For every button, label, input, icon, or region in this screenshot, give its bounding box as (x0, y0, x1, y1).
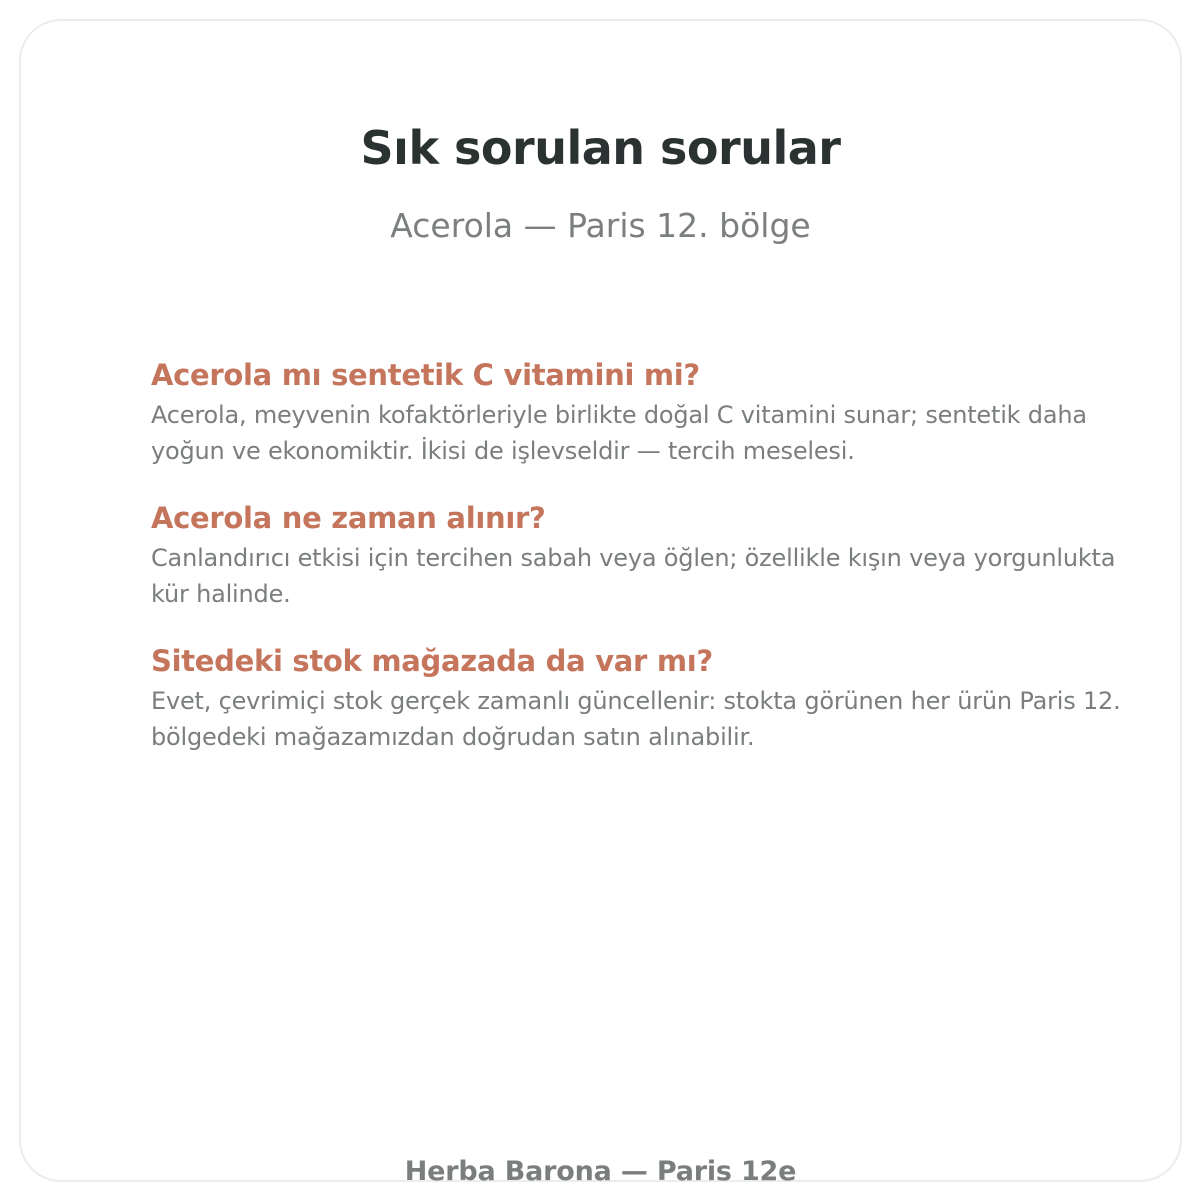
faq-item (151, 499, 1141, 612)
faq-answer: Canlandırıcı etkisi için tercihen sabah veya öğlen; özellikle kışın veya yorgunlukta kür halinde. (151, 544, 1116, 608)
page-title: Sık sorulan sorular (360, 121, 841, 175)
faq-question: Sitedeki stok mağazada da var mı? (151, 644, 713, 678)
faq-answer: Acerola, meyvenin kofaktörleriyle birlikte doğal C vitamini sunar; sentetik daha yoğun ve ekonomiktir. İkisi de işlevseldir — tercih meselesi. (151, 401, 1087, 465)
faq-question: Acerola ne zaman alınır? (151, 501, 546, 535)
faq-list (151, 356, 1141, 785)
footer-brand: Herba Barona — Paris 12e (404, 1156, 797, 1187)
page-subtitle: Acerola — Paris 12. bölge (390, 206, 811, 245)
faq-item (151, 642, 1141, 755)
faq-answer: Evet, çevrimiçi stok gerçek zamanlı güncellenir: stokta görünen her ürün Paris 12. bölgedeki mağazamızdan doğrudan satın alınabilir. (151, 687, 1121, 751)
faq-card (19, 19, 1182, 1187)
faq-question: Acerola mı sentetik C vitamini mi? (151, 358, 700, 392)
faq-item (151, 356, 1141, 469)
